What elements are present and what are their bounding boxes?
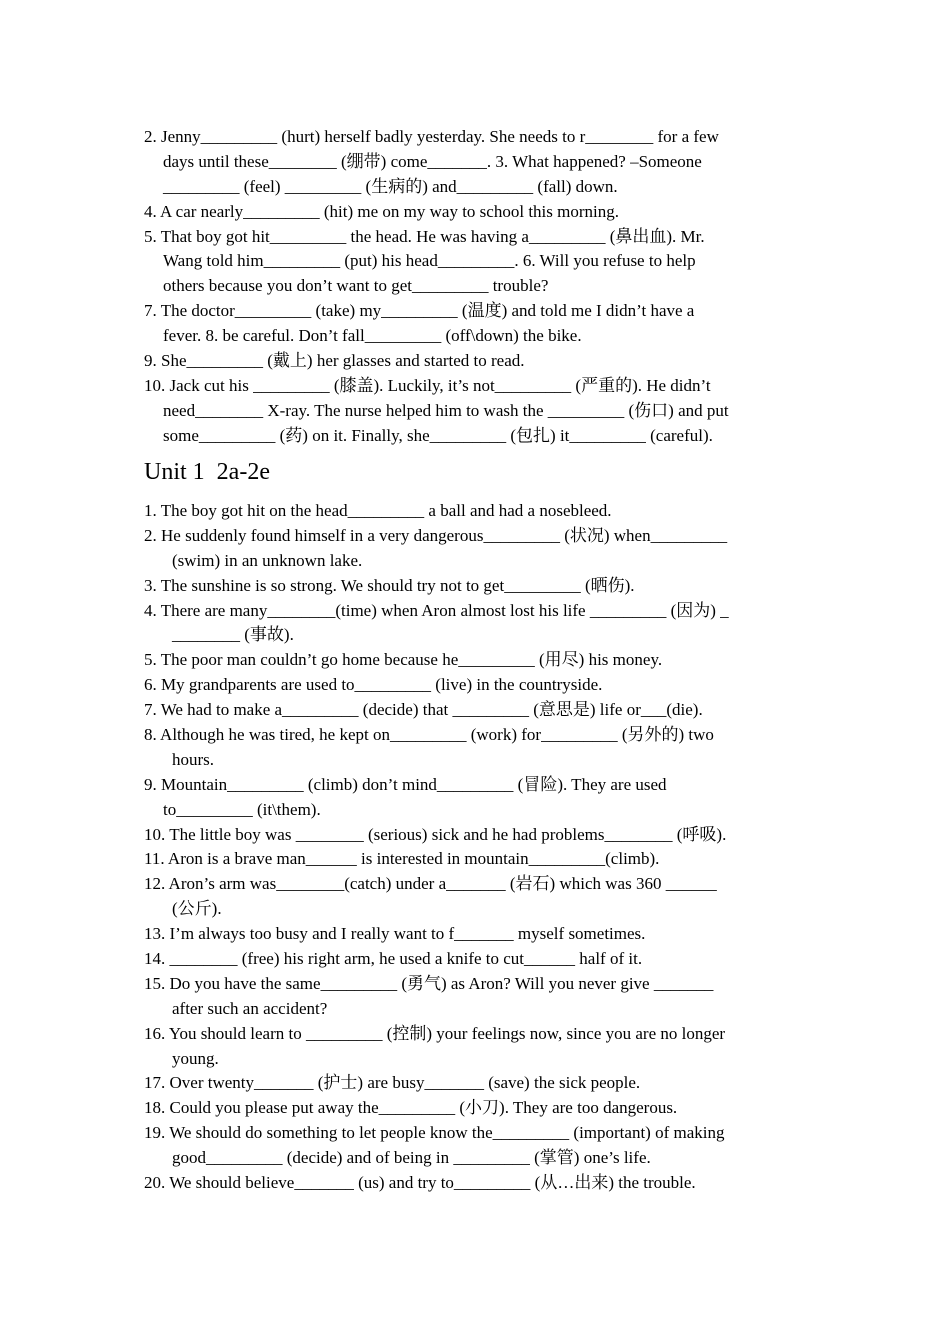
- exercise-item-20: [144, 1171, 814, 1196]
- exercise-item-12: [144, 872, 814, 922]
- exercise-line: 7. We had to make a_________ (decide) that _________ (意思是) life or___(die).: [144, 700, 703, 720]
- exercise-line: fever. 8. be careful. Don’t fall_________ (off\down) the bike.: [163, 326, 582, 346]
- exercise-item-4: [144, 599, 814, 649]
- exercise-item-9: [144, 349, 814, 374]
- exercise-line: (swim) in an unknown lake.: [172, 550, 363, 570]
- exercise-item-9: [144, 773, 814, 823]
- exercise-line: 13. I’m always too busy and I really want to f_______ myself sometimes.: [144, 924, 646, 944]
- exercise-item-10: [144, 823, 814, 848]
- exercise-line: 15. Do you have the same_________ (勇气) as Aron? Will you never give _______: [144, 973, 714, 993]
- exercise-item-13: [144, 922, 814, 947]
- exercise-line: 2. Jenny_________ (hurt) herself badly yesterday. She needs to r________ for a few: [144, 127, 719, 146]
- exercise-line: 5. The poor man couldn’t go home because he_________ (用尽) his money.: [144, 650, 663, 670]
- exercise-line: 2. He suddenly found himself in a very dangerous_________ (状况) when_________: [144, 525, 728, 545]
- exercise-line: 18. Could you please put away the_________ (小刀). They are too dangerous.: [144, 1098, 678, 1118]
- exercise-item-7: [144, 299, 814, 349]
- exercise-item-7: [144, 698, 814, 723]
- exercise-item-5: [144, 648, 814, 673]
- exercise-item-5: [144, 225, 814, 300]
- exercise-item-11: [144, 847, 814, 872]
- exercise-line: ________ (事故).: [172, 625, 294, 645]
- exercise-line: 9. Mountain_________ (climb) don’t mind_________ (冒险). They are used: [144, 774, 667, 794]
- exercise-line: 4. A car nearly_________ (hit) me on my way to school this morning.: [144, 201, 619, 221]
- unit-heading: Unit 1 2a-2e: [144, 459, 270, 485]
- exercise-item-6: [144, 673, 814, 698]
- exercise-line: good_________ (decide) and of being in _________ (掌管) one’s life.: [172, 1148, 651, 1168]
- exercise-line: 17. Over twenty_______ (护士) are busy_______ (save) the sick people.: [144, 1073, 641, 1093]
- exercise-item-4: [144, 200, 814, 225]
- exercise-item-15: [144, 972, 814, 1022]
- exercise-line: days until these________ (绷带) come_______. 3. What happened? –Someone: [163, 151, 702, 171]
- exercise-line: (公斤).: [172, 899, 222, 919]
- exercise-line: 3. The sunshine is so strong. We should try not to get_________ (晒伤).: [144, 575, 635, 595]
- exercise-item-14: [144, 947, 814, 972]
- exercise-line: hours.: [172, 749, 215, 769]
- exercise-line: 10. The little boy was ________ (serious) sick and he had problems________ (呼吸).: [144, 824, 727, 844]
- exercise-line: 6. My grandparents are used to_________ (live) in the countryside.: [144, 675, 603, 695]
- exercise-item-18: [144, 1096, 814, 1121]
- exercise-item-2: [144, 125, 814, 200]
- exercise-line: 19. We should do something to let people know the_________ (important) of making: [144, 1123, 725, 1143]
- exercise-section-b: [144, 499, 814, 1196]
- exercise-item-3: [144, 574, 814, 599]
- exercise-item-16: [144, 1022, 814, 1072]
- exercise-line: some_________ (药) on it. Finally, she_________ (包扎) it_________ (careful).: [163, 425, 713, 445]
- exercise-line: need________ X-ray. The nurse helped him to wash the _________ (伤口) and put: [163, 400, 729, 420]
- exercise-line: 12. Aron’s arm was________(catch) under a_______ (岩石) which was 360 ______: [144, 874, 717, 894]
- exercise-line: young.: [172, 1048, 219, 1068]
- exercise-line: to_________ (it\them).: [163, 799, 321, 819]
- exercise-line: 10. Jack cut his _________ (膝盖). Luckily, it’s not_________ (严重的). He didn’t: [144, 375, 711, 395]
- exercise-item-2: [144, 524, 814, 574]
- exercise-item-10: [144, 374, 814, 449]
- exercise-line: Wang told him_________ (put) his head_________. 6. Will you refuse to help: [163, 251, 696, 271]
- exercise-line: after such an accident?: [172, 998, 328, 1018]
- exercise-line: 8. Although he was tired, he kept on_________ (work) for_________ (另外的) two: [144, 725, 714, 745]
- exercise-item-8: [144, 723, 814, 773]
- exercise-item-17: [144, 1071, 814, 1096]
- exercise-line: others because you don’t want to get_________ trouble?: [163, 276, 549, 296]
- exercise-line: 16. You should learn to _________ (控制) your feelings now, since you are no longer: [144, 1023, 726, 1043]
- exercise-section-a: [144, 125, 814, 449]
- exercise-line: 4. There are many________(time) when Aron almost lost his life _________ (因为) _: [144, 600, 729, 620]
- exercise-line: 5. That boy got hit_________ the head. He was having a_________ (鼻出血). Mr.: [144, 226, 705, 246]
- exercise-line: _________ (feel) _________ (生病的) and_________ (fall) down.: [163, 176, 618, 196]
- exercise-line: 1. The boy got hit on the head_________ a ball and had a nosebleed.: [144, 501, 612, 520]
- exercise-item-19: [144, 1121, 814, 1171]
- exercise-line: 20. We should believe_______ (us) and try to_________ (从…出来) the trouble.: [144, 1173, 696, 1193]
- exercise-line: 9. She_________ (戴上) her glasses and started to read.: [144, 351, 525, 371]
- exercise-line: 14. ________ (free) his right arm, he used a knife to cut______ half of it.: [144, 949, 643, 969]
- exercise-item-1: [144, 499, 814, 524]
- exercise-line: 7. The doctor_________ (take) my_________ (温度) and told me I didn’t have a: [144, 301, 695, 321]
- exercise-line: 11. Aron is a brave man______ is interested in mountain_________(climb).: [144, 849, 660, 869]
